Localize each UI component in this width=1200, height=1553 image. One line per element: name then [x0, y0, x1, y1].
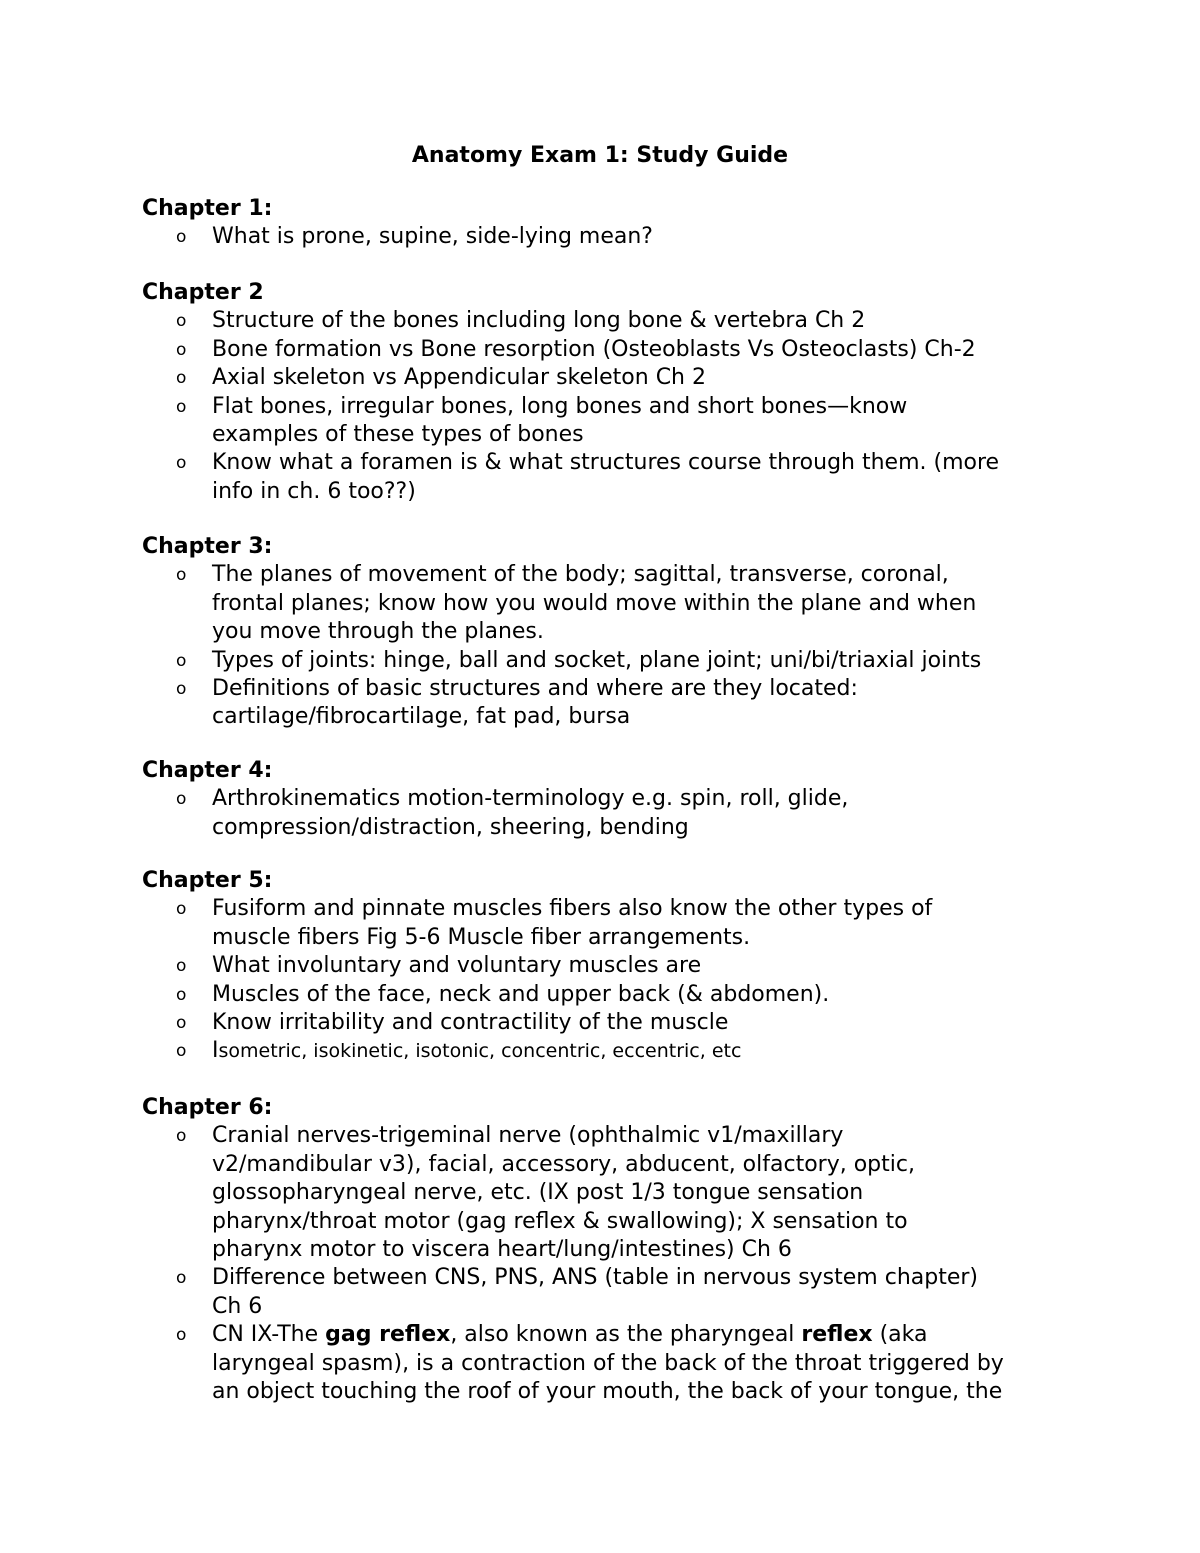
item-list [142, 223, 1102, 251]
item-text: Bone formation vs Bone resorption (Osteoblasts Vs Osteoclasts) Ch-2 [212, 336, 976, 362]
bullet-icon: o [176, 311, 187, 332]
item-text: muscle fibers Fig 5-6 Muscle fiber arrangements. [212, 924, 751, 950]
list-item [142, 561, 1102, 646]
item-list [142, 895, 1102, 1065]
bullet-icon: o [176, 368, 187, 389]
item-text: Structure of the bones including long bone & vertebra Ch 2 [212, 308, 866, 334]
item-text: Axial skeleton vs Appendicular skeleton Ch 2 [212, 365, 706, 391]
section-chapter-5 [142, 867, 1102, 1066]
bullet-icon: o [176, 396, 187, 417]
list-item [142, 223, 1102, 251]
item-list [142, 1122, 1102, 1406]
bullet-icon: o [176, 1325, 187, 1346]
item-text: an object touching the roof of your mouth, the back of your tongue, the [212, 1379, 1003, 1405]
bullet-icon: o [176, 679, 187, 700]
list-item [142, 952, 1102, 980]
list-item [142, 449, 1102, 506]
bullet-icon: o [176, 565, 187, 586]
bullet-icon: o [176, 650, 187, 671]
bold-term: reflex [801, 1322, 873, 1348]
section-heading: Chapter 2 [142, 280, 264, 305]
item-text: Know what a foramen is & what structures course through them. (more [212, 450, 1000, 476]
section-heading: Chapter 6: [142, 1095, 273, 1120]
item-text [212, 1037, 1102, 1065]
bullet-icon: o [176, 1013, 187, 1034]
bullet-icon: o [176, 227, 187, 248]
document-title: Anatomy Exam 1: Study Guide [411, 143, 789, 168]
bullet-icon: o [176, 453, 187, 474]
list-item [142, 364, 1102, 392]
list-item [142, 393, 1102, 450]
item-list [142, 785, 1102, 842]
item-list [142, 561, 1102, 731]
list-item [142, 1321, 1102, 1406]
item-text: pharynx motor to viscera heart/lung/intestines) Ch 6 [212, 1237, 792, 1263]
bullet-icon: o [176, 1268, 187, 1289]
list-item [142, 647, 1102, 675]
list-item [142, 307, 1102, 335]
item-text: laryngeal spasm), is a contraction of the back of the throat triggered by [212, 1350, 1004, 1376]
item-text-segment: , also known as the pharyngeal [450, 1322, 802, 1348]
item-text-segment: CN IX-The [212, 1322, 326, 1348]
list-item [142, 336, 1102, 364]
item-text: pharynx/throat motor (gag reflex & swallowing); X sensation to [212, 1208, 908, 1234]
item-text-initial: I [212, 1038, 219, 1064]
section-heading: Chapter 1: [142, 196, 273, 221]
item-text: you move through the planes. [212, 619, 544, 645]
item-text: v2/mandibular v3), facial, accessory, abducent, olfactory, optic, [212, 1151, 915, 1177]
item-text: What is prone, supine, side-lying mean? [212, 224, 653, 250]
section-heading: Chapter 5: [142, 868, 273, 893]
item-text: Muscles of the face, neck and upper back (& abdomen). [212, 981, 830, 1007]
section-chapter-6 [142, 1094, 1102, 1406]
section-heading: Chapter 3: [142, 534, 273, 559]
item-text: compression/distraction, sheering, bending [212, 814, 689, 840]
item-text: glossopharyngeal nerve, etc. (IX post 1/3 tongue sensation [212, 1180, 864, 1206]
section-heading: Chapter 4: [142, 758, 273, 783]
item-text: Cranial nerves-trigeminal nerve (ophthalmic v1/maxillary [212, 1123, 844, 1149]
item-text: What involuntary and voluntary muscles are [212, 953, 702, 979]
section-chapter-1 [142, 195, 1102, 252]
item-text: The planes of movement of the body; sagittal, transverse, coronal, [212, 562, 949, 588]
list-item [142, 1009, 1102, 1037]
item-text [212, 1321, 1102, 1349]
list-item [142, 785, 1102, 842]
item-text: cartilage/fibrocartilage, fat pad, bursa [212, 704, 631, 730]
bullet-icon: o [176, 339, 187, 360]
bullet-icon: o [176, 984, 187, 1005]
item-text: Arthrokinematics motion-terminology e.g. spin, roll, glide, [212, 786, 849, 812]
item-text-rest: sometric, isokinetic, isotonic, concentric, eccentric, etc [218, 1040, 742, 1063]
list-item [142, 1264, 1102, 1321]
list-item [142, 895, 1102, 952]
bullet-icon: o [176, 1126, 187, 1147]
item-text: Definitions of basic structures and where are they located: [212, 676, 858, 702]
item-text: frontal planes; know how you would move within the plane and when [212, 590, 977, 616]
item-text: Know irritability and contractility of the muscle [212, 1010, 729, 1036]
bullet-icon: o [176, 789, 187, 810]
item-text: Flat bones, irregular bones, long bones and short bones—know [212, 393, 908, 419]
bullet-icon: o [176, 956, 187, 977]
item-text: info in ch. 6 too??) [212, 478, 416, 504]
section-chapter-3 [142, 533, 1102, 732]
bullet-icon: o [176, 899, 187, 920]
item-list [142, 307, 1102, 506]
item-text: Difference between CNS, PNS, ANS (table in nervous system chapter) [212, 1265, 978, 1291]
section-chapter-2 [142, 279, 1102, 506]
item-text: Fusiform and pinnate muscles fibers also know the other types of [212, 896, 933, 922]
section-chapter-4 [142, 757, 1102, 842]
item-text: Types of joints: hinge, ball and socket, plane joint; uni/bi/triaxial joints [212, 647, 982, 673]
bullet-icon: o [176, 1041, 187, 1062]
item-text: Ch 6 [212, 1293, 263, 1319]
list-item [142, 1037, 1102, 1065]
list-item [142, 981, 1102, 1009]
list-item [142, 1122, 1102, 1264]
item-text-segment: (aka [872, 1322, 928, 1348]
item-text: examples of these types of bones [212, 422, 584, 448]
bold-term: gag reflex [325, 1322, 451, 1348]
list-item [142, 675, 1102, 732]
